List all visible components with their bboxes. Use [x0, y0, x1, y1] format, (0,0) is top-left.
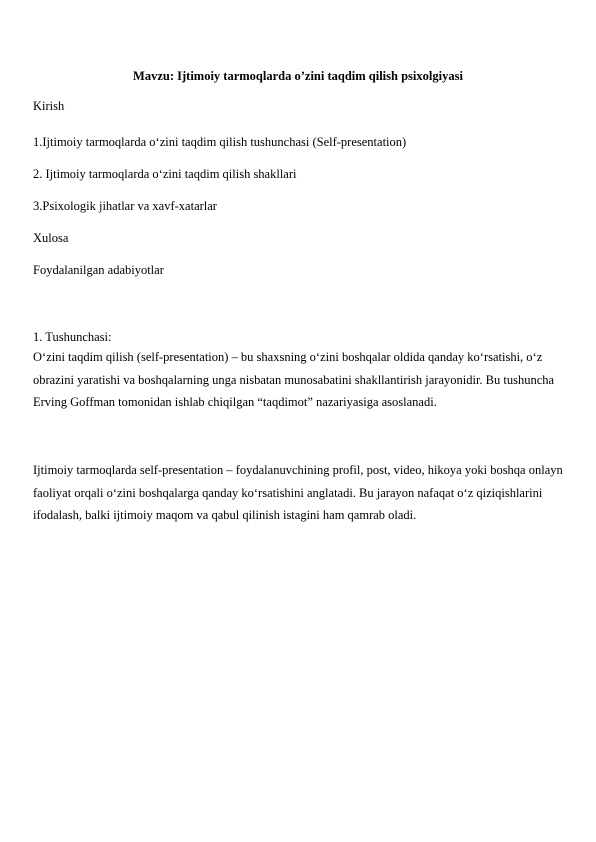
paragraph-social-media: Ijtimoiy tarmoqlarda self-presentation – foydalanuvchining profil, post, video, hikoya yoki boshqa onlayn faoliyat orqali o‘zini boshqalarga qanday ko‘rsatishini anglatadi. Bu jarayon nafaqat o‘z qiziqishlarini ifodalash, balki ijtimoiy maqom va qabul qilinish istagini ham qamrab oladi. — [33, 463, 563, 522]
paragraph-definition: O‘zini taqdim qilish (self-presentation) – bu shaxsning o‘zini boshqalar oldida qanday ko‘rsatishi, o‘z obrazini yaratishi va boshqalarning unga nisbatan munosabatini shakllantirish jarayonidir. Bu tushuncha Erving Goffman tomonidan ishlab chiqilgan “taqdimot” nazariyasiga asoslanadi. — [33, 350, 555, 409]
toc-item-3: 3.Psixologik jihatlar va xavf-xatarlar — [33, 199, 217, 213]
document-title: Mavzu: Ijtimoiy tarmoqlarda o’zini taqdim qilish psixolgiyasi — [133, 69, 463, 83]
toc-item-2: 2. Ijtimoiy tarmoqlarda o‘zini taqdim qilish shakllari — [33, 167, 297, 181]
toc-item-references: Foydalanilgan adabiyotlar — [33, 263, 164, 277]
toc-item-1: 1.Ijtimoiy tarmoqlarda o‘zini taqdim qilish tushunchasi (Self-presentation) — [33, 135, 407, 149]
section-heading: 1. Tushunchasi: — [33, 330, 112, 344]
toc-item-intro: Kirish — [33, 99, 65, 113]
toc-item-conclusion: Xulosa — [33, 231, 69, 245]
